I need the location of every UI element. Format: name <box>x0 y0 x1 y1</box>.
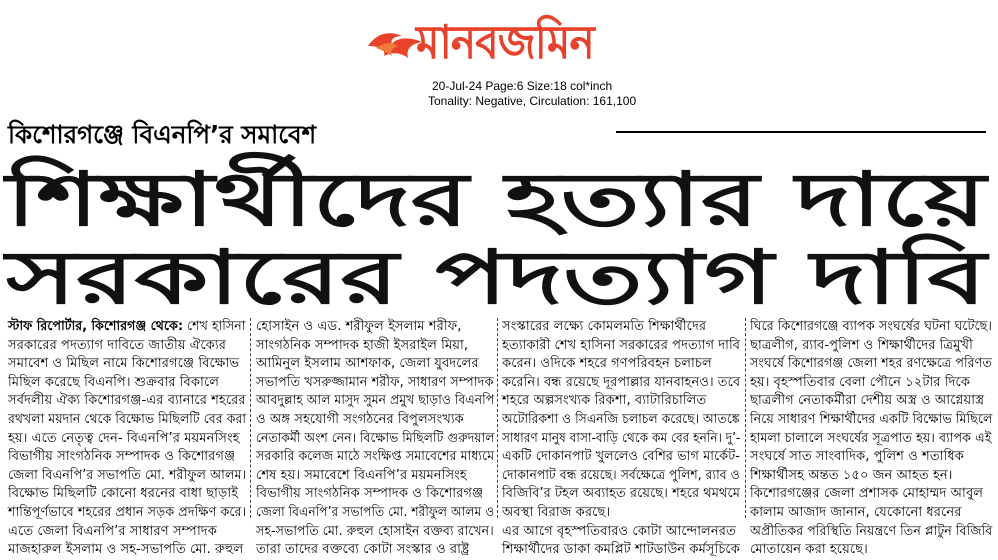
article-column-2 <box>256 318 495 558</box>
column-divider <box>250 318 251 518</box>
article-line: শিক্ষার্থীদের ডাকা কমপ্লিট শাটডাউন কর্মসূচিকে <box>502 542 740 558</box>
column-divider <box>745 318 746 518</box>
article-line: হোসাইন ও এড. শরীফুল ইসলাম শরীফ, <box>256 319 462 334</box>
headline-line-1: শিক্ষার্থীদের হত্যার দায়ে <box>6 157 986 243</box>
article-line: সরকারি কলেজ মাঠে সংক্ষিপ্ত সমাবেশের মাধ্যমে <box>256 449 495 465</box>
article-line: ছাত্রলীগ, র‌্যাব-পুলিশ ও শিক্ষার্থীদের ত্রিমুখী <box>750 337 973 353</box>
article-line: মিছিল করেছে বিএনপি। শুক্রবার বিকালে <box>8 374 220 390</box>
article-line: সংঘর্ষে কিশোরগঞ্জ জেলা শহর রণক্ষেত্রে পরিণত <box>750 356 992 372</box>
article-line <box>8 318 246 337</box>
article-line-text: শেখ হাসিনা <box>183 319 246 334</box>
meta-tonality: Tonality: Negative, Circulation: 161,100 <box>428 94 637 108</box>
masthead-logo <box>360 4 640 74</box>
article-line: বিক্ষোভ মিছিলটি কোনো ধরনের বাধা ছাড়াই <box>8 486 239 502</box>
byline: স্টাফ রিপোর্টার, কিশোরগঞ্জ থেকে: <box>8 319 184 334</box>
article-line: তারা তাদের বক্তব্যে কোটা সংস্কার ও রাষ্ট্র <box>256 542 470 558</box>
article-line: সহ-সভাপতি মো. রুহুল হোসাইন বক্তব্য রাখেন। <box>256 523 494 539</box>
article-line: কিশোরগঞ্জের জেলা প্রশাসক মোহাম্মদ আবুল <box>750 486 984 502</box>
article-line: শিক্ষার্থীসহ অন্তত ১৫০ জন আহত হন। <box>750 467 953 483</box>
article-line: সর্বদলীয় ঐক্য কিশোরগঞ্জ-এর ব্যানারে শহরের <box>8 393 246 409</box>
article-line: নিয়ে সাধারণ শিক্ষার্থীদের একটি বিক্ষোভ মিছিলে <box>750 411 993 427</box>
article-line: ঘিরে কিশোরগঞ্জে ব্যাপক সংঘর্ষের ঘটনা ঘটেছে। <box>750 319 993 334</box>
article-line: অপ্রীতিকর পরিস্থিতি নিয়ন্ত্রণে তিন প্লাটুন বিজিবি <box>750 523 993 539</box>
article-line: একটি দোকানপাট খুললেও বেশির ভাগ মার্কেট- <box>502 449 740 465</box>
column-divider <box>497 318 498 518</box>
article-line: সভাপতি খসরুজ্জামান শরীফ, সাধারণ সম্পাদক <box>256 374 494 390</box>
kicker-text: কিশোরগঞ্জে বিএনপি’র সমাবেশ <box>8 120 317 149</box>
article-line: সংঘর্ষে সাত সাংবাদিক, পুলিশ ও শতাধিক <box>750 449 964 465</box>
article-line: সমাবেশ ও মিছিল নামে কিশোরগঞ্জে বিক্ষোভ <box>8 356 240 372</box>
article-line: অবস্থা বিরাজ করছে। <box>502 504 611 520</box>
article-line: শেষ হয়। সমাবেশে বিএনপি’র ময়মনসিংহ <box>256 467 467 483</box>
article-line: আমিনুল ইসলাম আশফাক, জেলা যুবদলের <box>256 356 479 372</box>
article-column-1 <box>8 318 247 558</box>
kicker-bar <box>4 113 992 147</box>
article-line: বিভাগীয় সাংগঠনিক সম্পাদক ও কিশোরগঞ্জ <box>256 486 484 502</box>
article-line: হয়। এতে নেতৃত্ব দেন- বিএনপি’র ময়মনসিংহ <box>8 430 240 446</box>
article-line: অটোরিকশা ও সিএনজি চলাচল করেছে। আতঙ্কে <box>502 411 740 427</box>
article-line: দোকানপাট বন্ধ রয়েছে। সর্বক্ষেত্রে পুলিশ, র‌্যাব ও <box>502 467 740 483</box>
clipping-meta <box>428 79 636 109</box>
meta-date-size: 20-Jul-24 Page:6 Size:18 col*inch <box>432 79 613 93</box>
logo-text: মানবজমিন <box>416 15 594 69</box>
article-line: বিজিবি’র টহল অব্যাহত রয়েছে। শহরে থমথমে <box>502 486 741 502</box>
article-column-3 <box>502 318 741 558</box>
article-line: ছাত্রলীগ নেতাকর্মীরা দেশীয় অস্ত্র ও আগ্নেয়াস্ত্র <box>750 393 985 409</box>
headline-line-2: সরকারের পদত্যাগ দাবি <box>6 235 987 321</box>
article-line: হয়। বৃহস্পতিবার বেলা পৌনে ১২টার দিকে <box>750 374 971 390</box>
article-line: করেনি। বন্ধ রয়েছে দূরপাল্লার যানবাহনও। তবে <box>502 374 741 390</box>
article-line: নেতাকর্মী অংশ নেন। বিক্ষোভ মিছিলটি গুরুদয়াল <box>256 430 495 446</box>
article-line: রথখলা ময়দান থেকে বিক্ষোভ মিছিলটি বের করা <box>8 411 247 427</box>
article-column-4 <box>750 318 993 558</box>
article-line: সাধারণ মানুষ বাসা-বাড়ি থেকে কম বের হননি। দু’- <box>502 430 741 446</box>
article-line: মোতায়েন করা হয়েছে। <box>750 542 868 558</box>
article-line: জেলা বিএনপি’র সভাপতি মো. শরীফুল আলম। <box>8 467 247 483</box>
article-line: সরকারের পদত্যাগ দাবিতে জাতীয় ঐক্যের <box>8 337 226 353</box>
article-line: শান্তিপূর্ণভাবে শহরের প্রধান সড়ক প্রদক্ষিণ করে। <box>8 504 247 520</box>
article-line: ও অঙ্গ সহযোগী সংগঠনের বিপুলসংখ্যক <box>256 411 464 427</box>
article-line: এতে জেলা বিএনপি’র সাধারণ সম্পাদক <box>8 523 217 539</box>
article-line: জেলা বিএনপি’র সভাপতি মো. শরীফুল আলম ও <box>256 504 495 520</box>
article-line: বিভাগীয় সাংগঠনিক সম্পাদক ও কিশোরগঞ্জ <box>8 449 236 465</box>
article-line: হত্যাকারী শেখ হাসিনা সরকারের পদত্যাগ দাবি <box>502 337 741 353</box>
kicker-rule <box>616 131 986 133</box>
article-line: হামলা চালালে সংঘর্ষের সূত্রপাত হয়। ব্যাপক এই <box>750 430 992 446</box>
article-line: কালাম আজাদ জানান, যেকোনো ধরনের <box>750 504 962 520</box>
article-line: এর আগে বৃহস্পতিবারও কোটা আন্দোলনরত <box>502 523 736 539</box>
article-line: সাংগঠনিক সম্পাদক হাজী ইসরাইল মিয়া, <box>256 337 469 353</box>
article-line: সংস্কারের লক্ষ্যে কোমলমতি শিক্ষার্থীদের <box>502 319 707 334</box>
article-line: শহরে অল্পসংখ্যক রিকশা, ব্যাটারিচালিত <box>502 393 707 409</box>
article-line: করেন। ওদিকে শহরে গণপরিবহন চলাচল <box>502 356 712 372</box>
article-line: আবদুল্লাহ আল মাসুদ সুমন প্রমুখ ছাড়াও বিএনপি <box>256 393 495 409</box>
article-line: মাজহারুল ইসলাম ও সহ-সভাপতি মো. রুহুল <box>8 542 244 558</box>
